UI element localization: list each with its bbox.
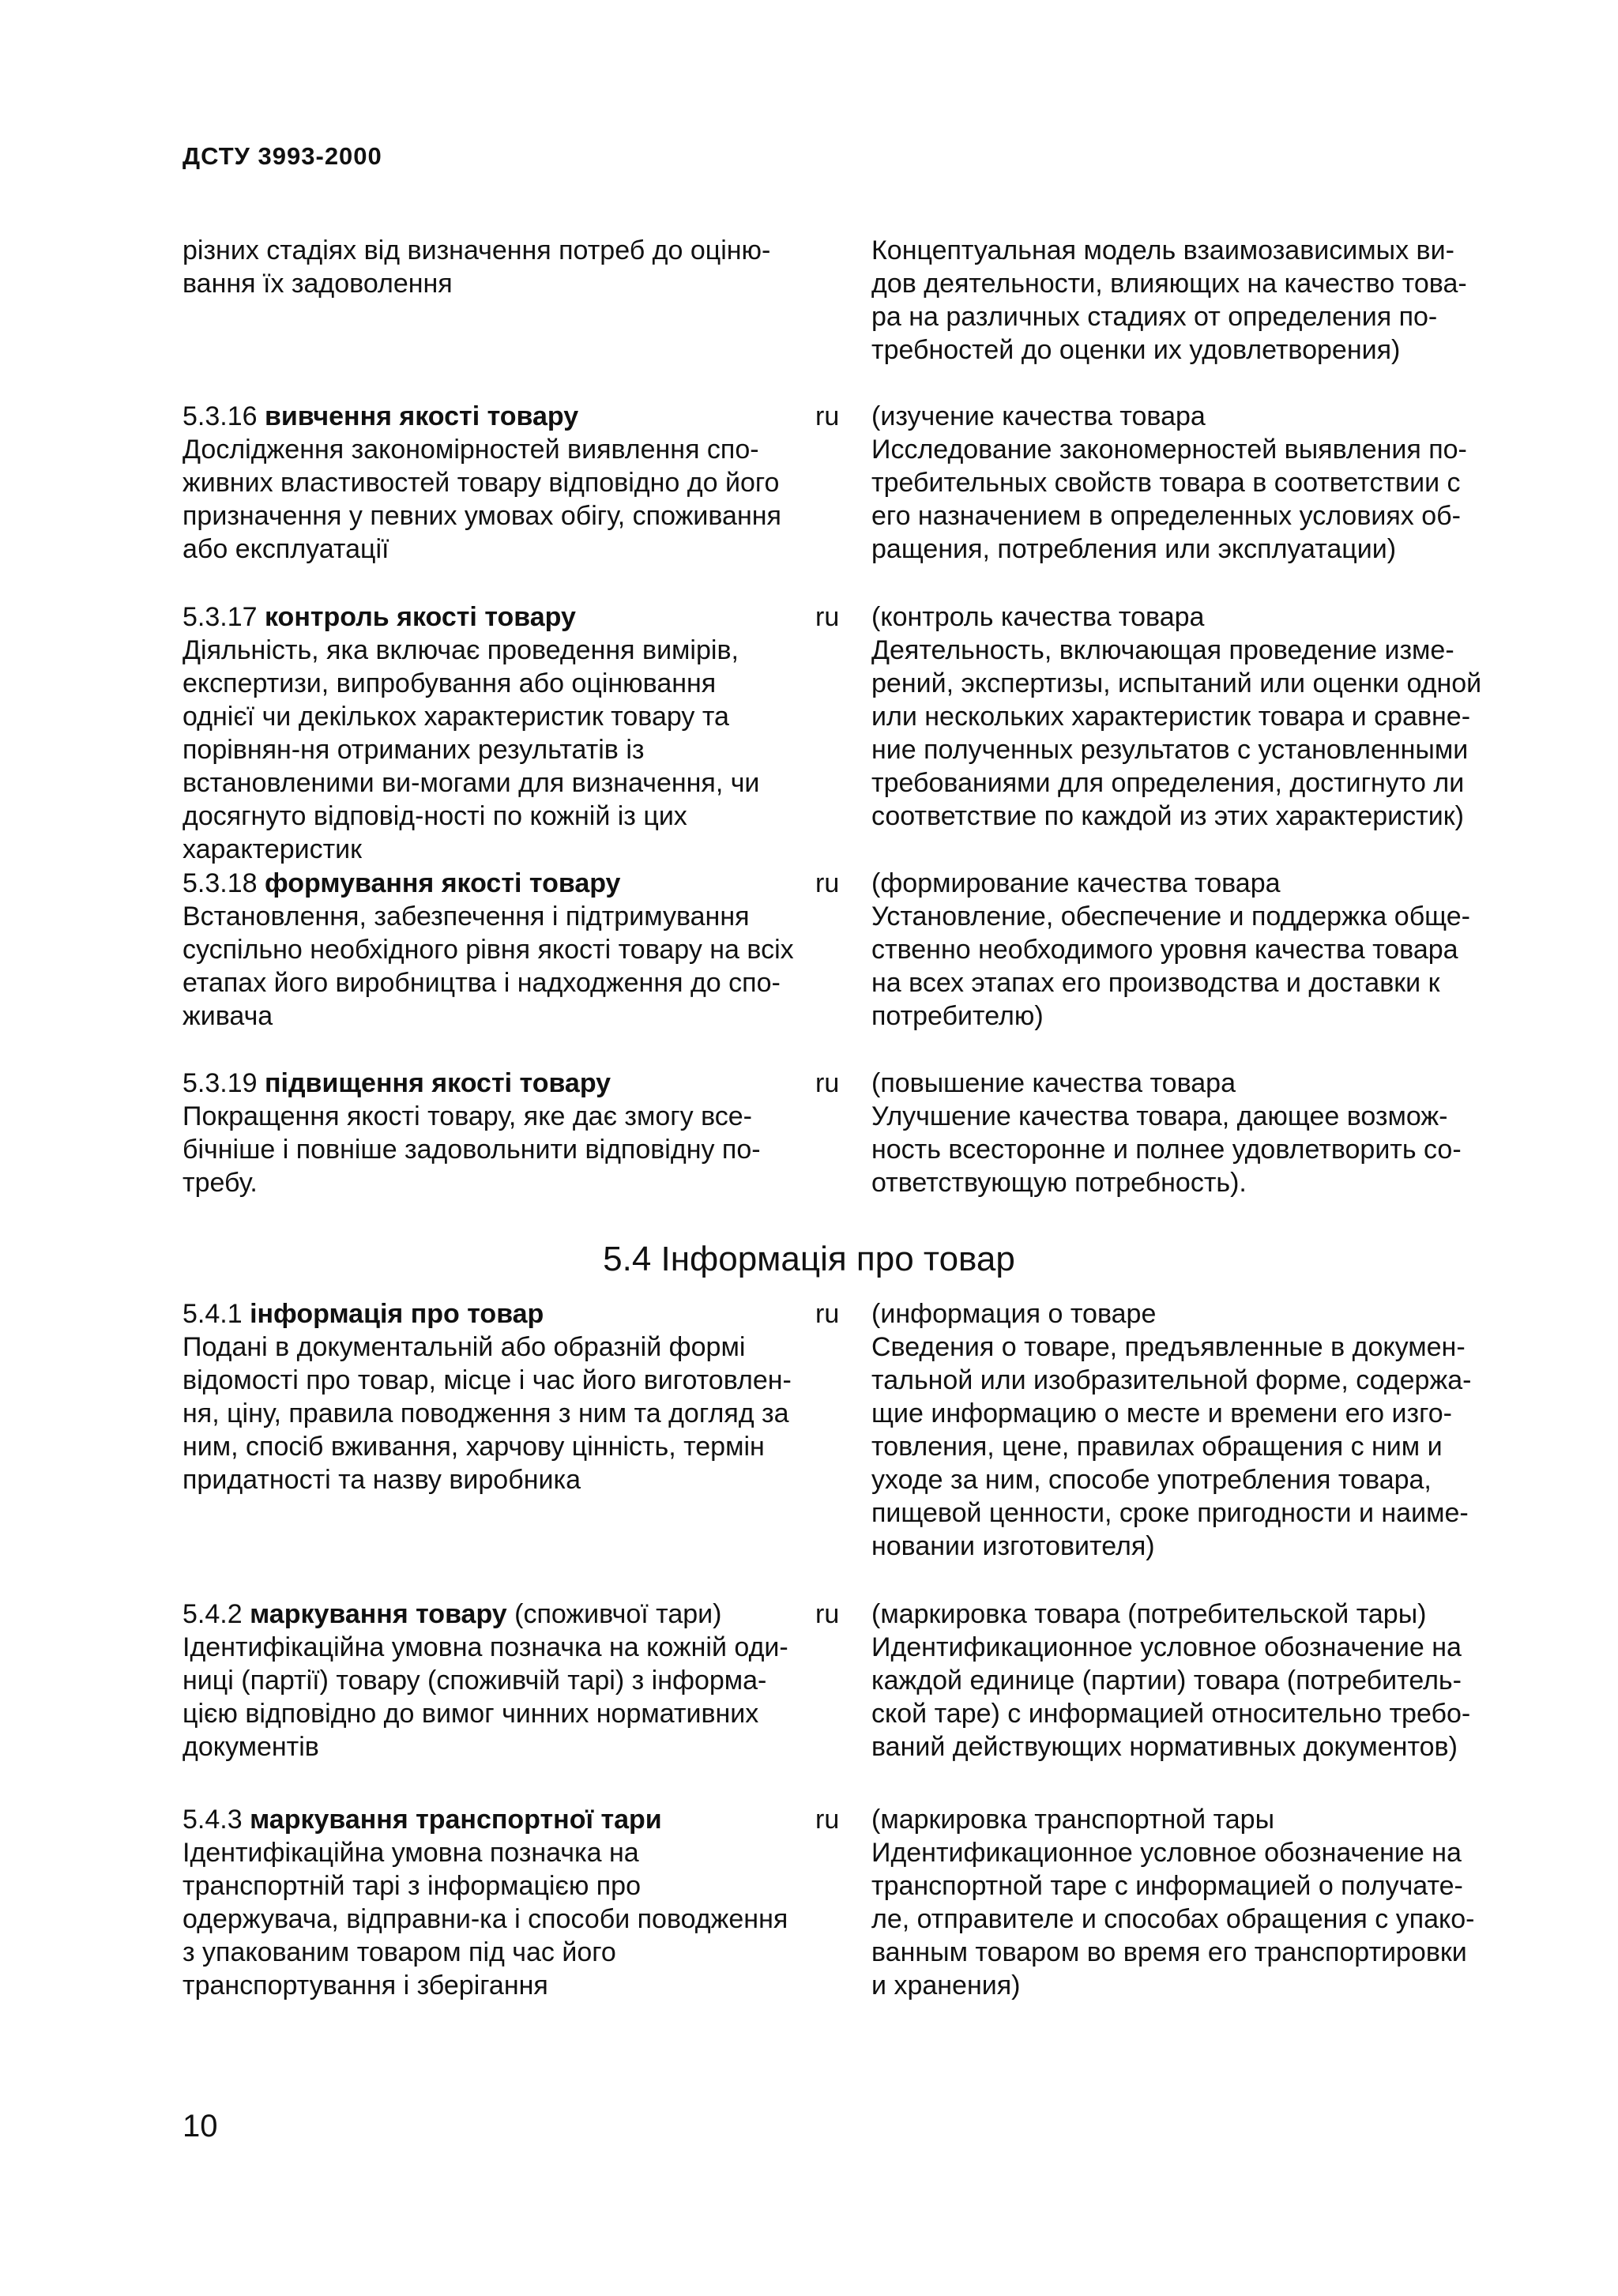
term-number: 5.4.3: [182, 1805, 243, 1835]
term-title-ru: (повышение качества товара: [871, 1068, 1236, 1098]
term-title: інформація про товар: [250, 1299, 544, 1329]
uk-column: [182, 1803, 795, 2002]
term-definition-uk: Діяльність, яка включає проведення вимірів, експертизи, випробування або оцінювання однієї чи декількох характеристик товару та порівнян-ня отриманих результатів із встановленими ви-могами для визначення, чи досягнуто відповід-ності по кожній із цих характеристик: [182, 635, 760, 864]
term-definition-ru: Деятельность, включающая проведение изме-рений, экспертизы, испытаний или оценки одной или нескольких характеристик товара и сравне-ние полученных результатов с установленными требованиями для определения, достигнуто ли соответствие по каждой из этих характеристик): [871, 635, 1482, 831]
ru-column: [871, 400, 1484, 566]
term-number: 5.4.2: [182, 1599, 243, 1629]
term-number: 5.3.17: [182, 602, 258, 632]
term-definition-ru: Сведения о товаре, предъявленные в докумен-тальной или изобразительной форме, содержа-щие информацию о месте и времени его изго-товления, цене, правилах обращения с ним и уходе за ним, способе употребления товара, пищевой ценности, сроке пригодности и наиме-новании изготовителя): [871, 1332, 1472, 1561]
uk-column: [182, 1598, 795, 1763]
uk-column: [182, 1067, 795, 1199]
intro-ru-text: Концептуальная модель взаимозависимых ви-дов деятельности, влияющих на качество това-ра на различных стадиях от определения по-требностей до оценки их удовлетворения): [871, 235, 1467, 365]
term-title: маркування товару: [250, 1599, 507, 1629]
ru-column: [871, 1598, 1484, 1763]
term-definition-uk: Дослідження закономірностей виявлення спо-живних властивостей товару відповідно до його призначення у певних умовах обігу, споживання або експлуатації: [182, 435, 781, 564]
language-code: ru: [815, 1068, 840, 1098]
language-code: ru: [815, 602, 840, 632]
ru-column: [871, 1067, 1484, 1199]
term-definition-uk: Покращення якості товару, яке дає змогу все-бічніше і повніше задовольнити відповідну по-требу.: [182, 1101, 761, 1198]
term-definition-uk: Ідентифікаційна умовна позначка на кожній оди-ниці (партії) товару (споживчій тарі) з інформа-цією відповідно до вимог чинних нормативних документів: [182, 1632, 788, 1762]
page-number: 10: [182, 2109, 218, 2144]
language-code: ru: [815, 868, 840, 898]
term-definition-ru: Исследование закономерностей выявления по-требительных свойств товара в соответствии с его назначением в определенных условиях об-ращения, потребления или эксплуатации): [871, 435, 1467, 564]
document-code: ДСТУ 3993-2000: [182, 142, 382, 170]
term-definition-uk: Ідентифікаційна умовна позначка на транспортній тарі з інформацією про одержувача, відправни-ка і способи поводження з упакованим товаром під час його транспортування і зберігання: [182, 1838, 788, 2001]
ru-column: [871, 600, 1484, 833]
term-definition-ru: Идентификационное условное обозначение на каждой единице (партии) товара (потребитель-ской таре) с информацией относительно требо-ваний действующих нормативных документов): [871, 1632, 1471, 1762]
term-title: формування якості товару: [264, 868, 621, 898]
term-definition-uk: Встановлення, забезпечення і підтримування суспільно необхідного рівня якості товару на всіх етапах його виробництва і надходження до спо-живача: [182, 901, 794, 1031]
intro-uk-text: різних стадіях від визначення потреб до оціню-вання їх задоволення: [182, 235, 771, 299]
ru-column: [871, 867, 1484, 1033]
term-definition-uk: Подані в документальній або образній формі відомості про товар, місце і час його виготовлен-ня, ціну, правила поводження з ним та догляд за ним, спосіб вживання, харчову цінність, термін придатності та назву виробника: [182, 1332, 792, 1495]
term-title: маркування транспортної тари: [250, 1805, 662, 1835]
language-code: ru: [815, 1805, 840, 1835]
ru-column: [871, 1297, 1484, 1563]
uk-column: [182, 600, 795, 866]
term-number: 5.3.16: [182, 401, 258, 431]
term-number: 5.4.1: [182, 1299, 243, 1329]
term-title: вивчення якості товару: [264, 401, 579, 431]
uk-column: [182, 867, 795, 1033]
term-title-ru: (формирование качества товара: [871, 868, 1281, 898]
language-code: ru: [815, 1599, 840, 1629]
term-title-ru: (маркировка транспортной тары: [871, 1805, 1275, 1835]
term-suffix: (споживчої тари): [506, 1599, 722, 1629]
term-definition-ru: Улучшение качества товара, дающее возмож-ность всесторонне и полнее удовлетворить со-ответствующую потребность).: [871, 1101, 1462, 1198]
term-title-ru: (информация о товаре: [871, 1299, 1157, 1329]
term-definition-ru: Установление, обеспечение и поддержка обще-ственно необходимого уровня качества товара на всех этапах его производства и доставки к потребителю): [871, 901, 1470, 1031]
language-code: ru: [815, 1299, 840, 1329]
ru-column: [871, 1803, 1484, 2002]
term-title-ru: (контроль качества товара: [871, 602, 1205, 632]
term-definition-ru: Идентификационное условное обозначение на транспортной таре с информацией о получате-ле, отправителе и способах обращения с упако-ванным товаром во время его транспортировки и хранения): [871, 1838, 1475, 2001]
term-title-ru: (маркировка товара (потребительской тары): [871, 1599, 1427, 1629]
term-title-ru: (изучение качества товара: [871, 401, 1206, 431]
language-code: ru: [815, 401, 840, 431]
section-heading: 5.4 Інформація про товар: [603, 1240, 1015, 1278]
term-title: підвищення якості товару: [264, 1068, 611, 1098]
uk-column: [182, 400, 795, 566]
uk-column: [182, 1297, 795, 1496]
term-number: 5.3.19: [182, 1068, 258, 1098]
term-number: 5.3.18: [182, 868, 258, 898]
term-title: контроль якості товару: [264, 602, 576, 632]
